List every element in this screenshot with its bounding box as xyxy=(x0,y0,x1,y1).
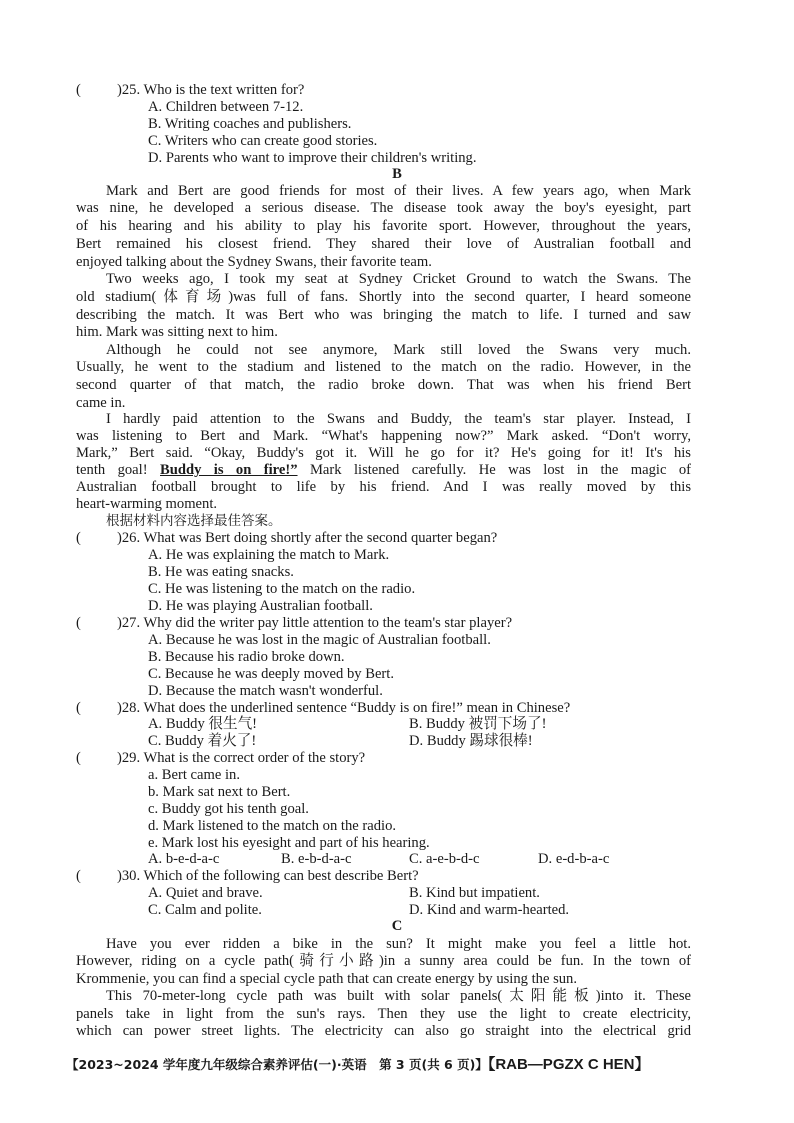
passage-line: enjoyed talking about the Sydney Swans, their favorite team. xyxy=(76,254,432,270)
event-a: a. Bert came in. xyxy=(148,767,240,783)
question-25 xyxy=(76,82,304,99)
option-d: D. He was playing Australian football. xyxy=(148,598,373,614)
answer-bracket[interactable]: ( xyxy=(76,615,81,631)
passage-line: panels take in light from the sun's rays. Then they use the light to create electricity, xyxy=(76,1006,691,1022)
footer-text: 【2023~2024 学年度九年级综合素养评估(一)·英语 第 3 页(共 6 页)】 xyxy=(66,1057,488,1072)
passage-line-underlined: tenth goal! Buddy is on fire!” Mark listened carefully. He was lost in the magic of xyxy=(76,462,691,478)
passage-line: Krommenie, you can find a special cycle path that can create energy by using the sun. xyxy=(76,971,578,987)
question-stem: )26. What was Bert doing shortly after the second quarter began? xyxy=(117,530,498,546)
passage-line: Have you ever ridden a bike in the sun? It might make you feel a little hot. xyxy=(106,936,691,952)
question-27 xyxy=(76,615,512,632)
passage-line: Mark,” Bert said. “Okay, Buddy's got it. Will he go for it? He's going for it! It's his xyxy=(76,445,691,461)
question-29 xyxy=(76,750,365,767)
answer-bracket[interactable]: ( xyxy=(76,750,81,766)
question-26 xyxy=(76,530,497,547)
question-stem: )27. Why did the writer pay little attention to the team's star player? xyxy=(117,615,513,631)
option-c: C. Because he was deeply moved by Bert. xyxy=(148,666,394,682)
option-b: B. Because his radio broke down. xyxy=(148,649,345,665)
option-c: C. Calm and polite. xyxy=(148,902,262,918)
option-c: C. Buddy 着火了! xyxy=(148,733,257,749)
passage-line: heart-warming moment. xyxy=(76,496,218,512)
passage-line: However, riding on a cycle path(骑行小路)in a sunny area could be fun. In the town of xyxy=(76,953,691,969)
option-d: D. Buddy 踢球很棒! xyxy=(409,733,533,749)
option-a: A. Children between 7-12. xyxy=(148,99,304,115)
exam-code: 【RAB—PGZX C HEN】 xyxy=(487,1056,650,1073)
passage-line: Australian football brought to life by his friend. And I was really moved by this xyxy=(76,479,691,495)
option-b: B. e-b-d-a-c xyxy=(281,851,352,867)
section-c-heading: C xyxy=(391,918,403,934)
option-a: A. b-e-d-a-c xyxy=(148,851,220,867)
option-a: A. Quiet and brave. xyxy=(148,885,263,901)
passage-line: of his hearing and his ability to play his favorite sport. However, throughout the years, xyxy=(76,218,691,234)
passage-line: came in. xyxy=(76,395,126,411)
option-d: D. Because the match wasn't wonderful. xyxy=(148,683,383,699)
passage-line: was listening to Bert and Mark. “What's happening now?” Mark asked. “Don't worry, xyxy=(76,428,691,444)
passage-line: Usually, he went to the stadium and listened to the match on the radio. However, in the xyxy=(76,359,691,375)
option-c: C. He was listening to the match on the radio. xyxy=(148,581,416,597)
option-a: A. Because he was lost in the magic of Australian football. xyxy=(148,632,491,648)
event-d: d. Mark listened to the match on the radio. xyxy=(148,818,397,834)
question-28 xyxy=(76,700,570,717)
question-stem: )30. Which of the following can best describe Bert? xyxy=(117,868,419,884)
passage-line: Two weeks ago, I took my seat at Sydney Cricket Ground to watch the Swans. The xyxy=(106,271,691,287)
answer-bracket[interactable]: ( xyxy=(76,82,81,98)
passage-line: Mark and Bert are good friends for most of their lives. A few years ago, when Mark xyxy=(106,183,691,199)
event-c: c. Buddy got his tenth goal. xyxy=(148,801,309,817)
option-d: D. Parents who want to improve their children's writing. xyxy=(148,150,477,166)
option-c: C. a-e-b-d-c xyxy=(409,851,480,867)
underlined-sentence: Buddy is on fire!” xyxy=(160,462,298,478)
passage-line: This 70-meter-long cycle path was built with solar panels(太阳能板)into it. These xyxy=(106,988,691,1004)
option-b: B. He was eating snacks. xyxy=(148,564,294,580)
option-a: A. He was explaining the match to Mark. xyxy=(148,547,390,563)
passage-line: Although he could not see anymore, Mark still loved the Swans very much. xyxy=(106,342,691,358)
page-footer xyxy=(66,1056,650,1073)
option-b: B. Buddy 被罚下场了! xyxy=(409,716,547,732)
option-a: A. Buddy 很生气! xyxy=(148,716,258,732)
passage-line: second quarter of that match, the radio broke down. That was when his friend Bert xyxy=(76,377,691,393)
answer-bracket[interactable]: ( xyxy=(76,700,81,716)
passage-line: Bert remained his closest friend. They shared their love of Australian football and xyxy=(76,236,691,252)
answer-bracket[interactable]: ( xyxy=(76,530,81,546)
event-b: b. Mark sat next to Bert. xyxy=(148,784,291,800)
instruction-text: 根据材料内容选择最佳答案。 xyxy=(106,513,282,529)
answer-bracket[interactable]: ( xyxy=(76,868,81,884)
option-d: D. e-d-b-a-c xyxy=(538,851,610,867)
question-stem: )29. What is the correct order of the story? xyxy=(117,750,366,766)
event-e: e. Mark lost his eyesight and part of his hearing. xyxy=(148,835,430,851)
passage-line: old stadium(体育场)was full of fans. Shortly into the second quarter, I heard someone xyxy=(76,289,691,305)
option-c: C. Writers who can create good stories. xyxy=(148,133,378,149)
passage-line: which can power street lights. The electricity can also go straight into the electrical grid xyxy=(76,1023,691,1039)
passage-line: was nine, he developed a serious disease. The disease took away the boy's eyesight, part xyxy=(76,200,691,216)
option-b: B. Writing coaches and publishers. xyxy=(148,116,352,132)
question-stem: )28. What does the underlined sentence “Buddy is on fire!” mean in Chinese? xyxy=(117,700,571,716)
section-b-heading: B xyxy=(392,166,402,182)
passage-line: I hardly paid attention to the Swans and Buddy, the team's star player. Instead, I xyxy=(106,411,691,427)
question-stem: )25. Who is the text written for? xyxy=(117,82,305,98)
passage-line: describing the match. It was Bert who was bringing the match to life. I turned and saw xyxy=(76,307,691,323)
option-b: B. Kind but impatient. xyxy=(409,885,540,901)
option-d: D. Kind and warm-hearted. xyxy=(409,902,570,918)
passage-line: him. Mark was sitting next to him. xyxy=(76,324,278,340)
question-30 xyxy=(76,868,419,885)
